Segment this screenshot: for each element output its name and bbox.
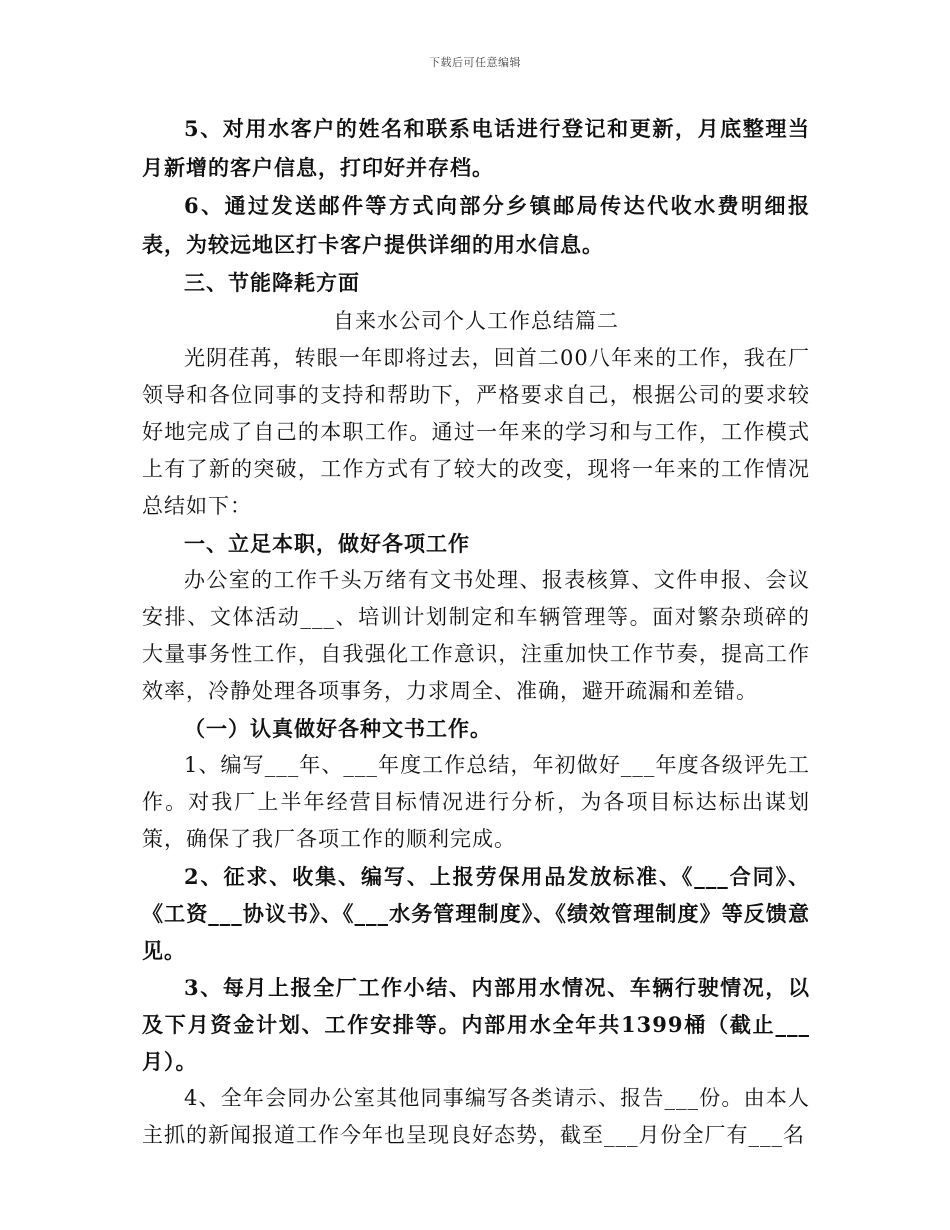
- paragraph-item-5-customer-info: 5、对用水客户的姓名和联系电话进行登记和更新，月底整理当月新增的客户信息，打印好并存档。: [142, 116, 810, 180]
- paragraph-item-4-requests-reports: 4、全年会同办公室其他同事编写各类请示、报告___份。由本人主抓的新闻报道工作今年也呈现良好态势，截至___月份全厂有___名: [142, 1085, 810, 1147]
- paragraph-office-work: 办公室的工作千头万绪有文书处理、报表核算、文件申报、会议安排、文体活动___、培训计划制定和车辆管理等。面对繁杂琐碎的大量事务性工作，自我强化工作意识，注重加快工作节奏，提高工作效率，冷静处理各项事务，力求周全、准确，避开疏漏和差错。: [142, 567, 810, 703]
- paragraph-intro: 光阴荏苒，转眼一年即将过去，回首二00八年来的工作，我在厂领导和各位同事的支持和帮助下，严格要求自己，根据公司的要求较好地完成了自己的本职工作。通过一年来的学习和与工作，工作模式上有了新的突破，工作方式有了较大的改变，现将一年来的工作情况总结如下：: [142, 345, 810, 518]
- subsection-heading-documents: （一）认真做好各种文书工作。: [184, 715, 492, 741]
- section-heading-energy-saving: 三、节能降耗方面: [184, 270, 360, 295]
- document-body: [142, 110, 810, 1154]
- paragraph-item-6-email-reports: 6、通过发送邮件等方式向部分乡镇邮局传达代收水费明细报表，为较远地区打卡客户提供详细的用水信息。: [142, 193, 810, 257]
- section-heading-duties: 一、立足本职，做好各项工作: [184, 530, 470, 556]
- paragraph-item-2-feedback: 2、征求、收集、编写、上报劳保用品发放标准、《___合同》、《工资___协议书》、《___水务管理制度》、《绩效管理制度》等反馈意见。: [142, 863, 810, 963]
- paragraph-item-3-monthly-report: 3、每月上报全厂工作小结、内部用水情况、车辆行驶情况，以及下月资金计划、工作安排等。内部用水全年共1399桶（截止___月）。: [142, 974, 810, 1074]
- page-header: 下载后可任意编辑: [429, 56, 521, 69]
- document-title: 自来水公司个人工作总结篇二: [333, 308, 619, 333]
- paragraph-item-1-annual-summary: 1、编写___年、___年度工作总结，年初做好___年度各级评先工作。对我厂上半年经营目标情况进行分析，为各项目标达标出谋划策，确保了我厂各项工作的顺利完成。: [142, 752, 810, 851]
